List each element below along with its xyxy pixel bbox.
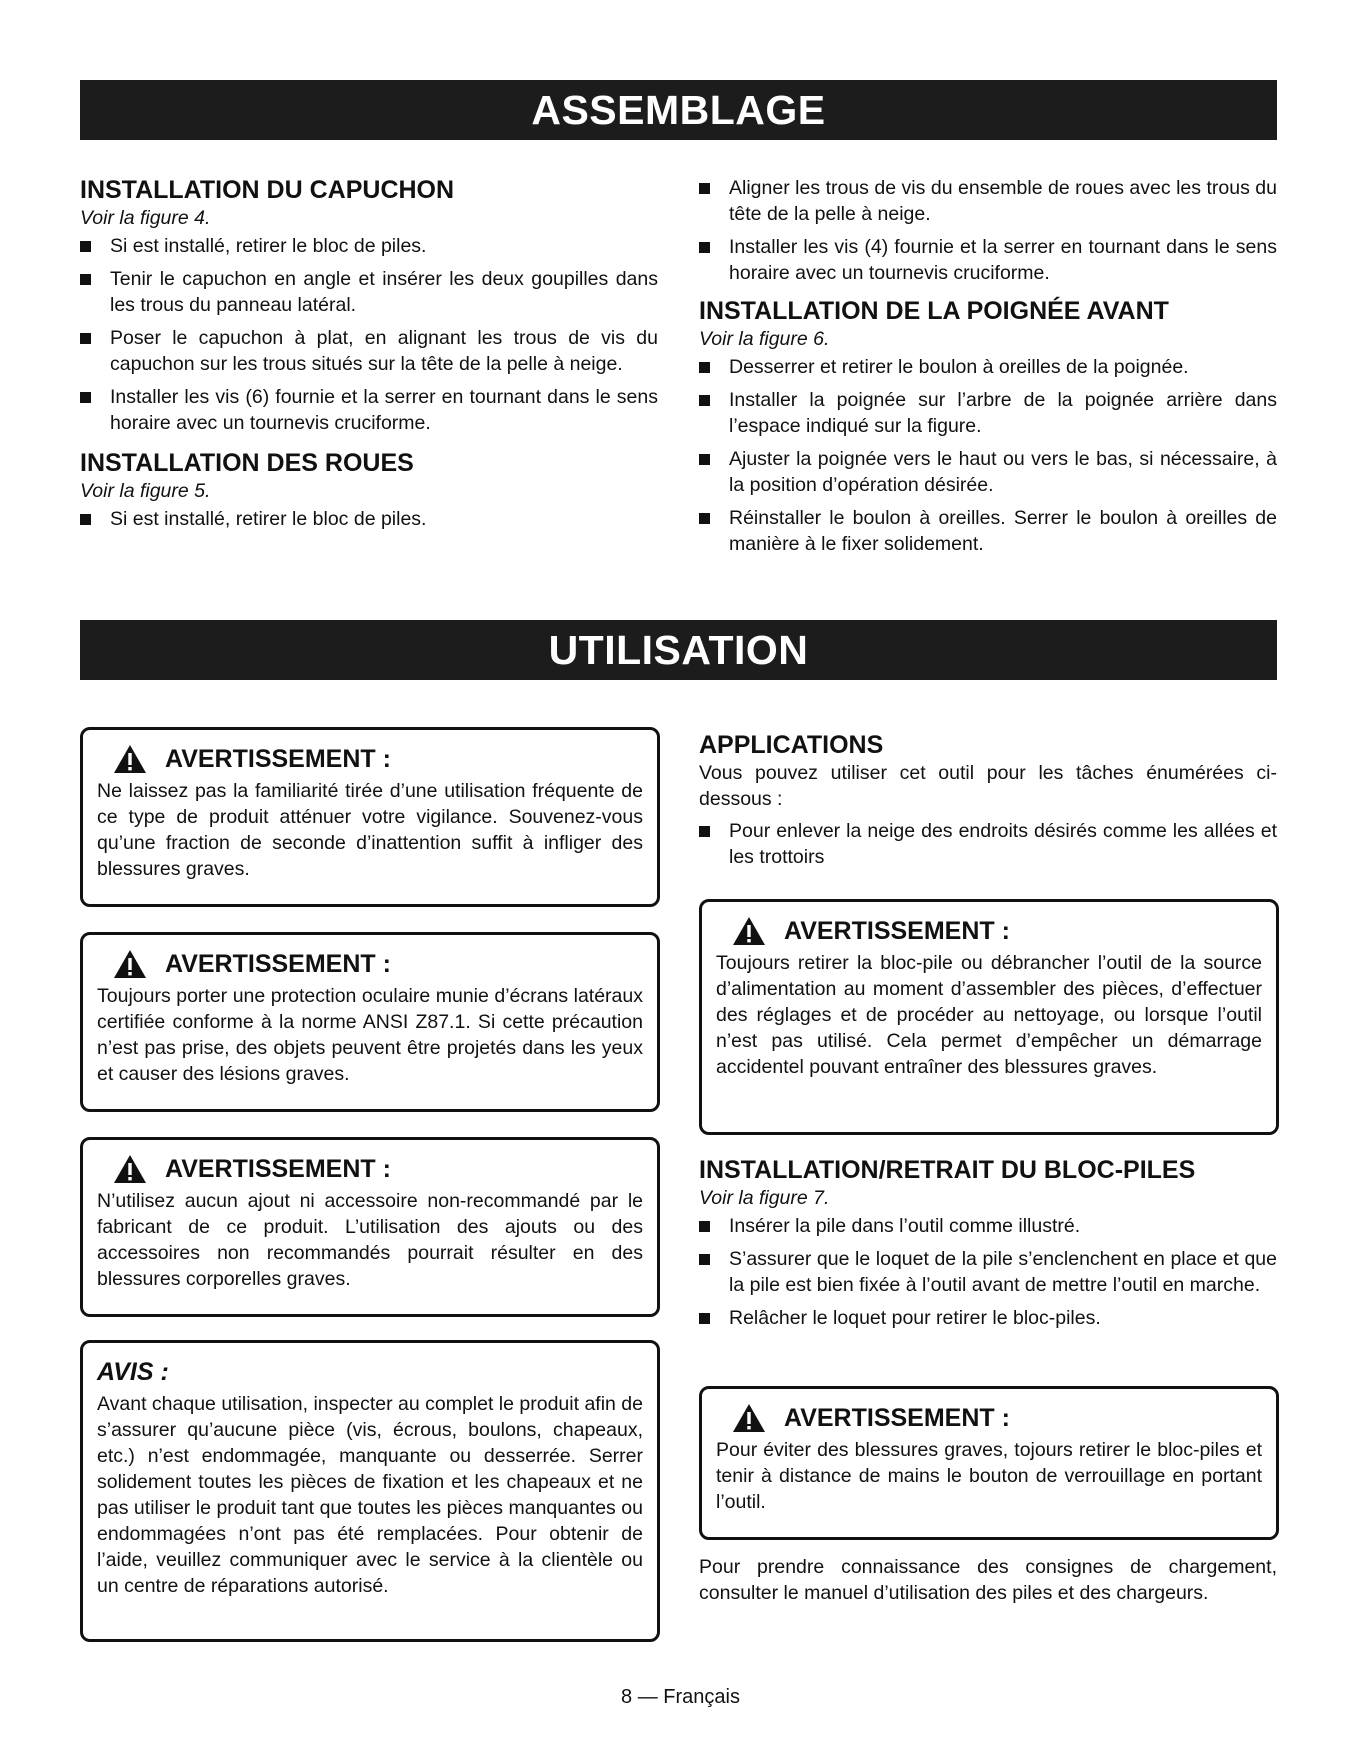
notice-text: Avant chaque utilisation, inspecter au complet le produit afin de s’assurer qu’aucune pièce (vis, écrous, boulons, chapeaux, etc.) n’est endommagée, manquante ou desserrée. Serrer solidement toutes les pièces de fixation et les chapeaux et ne pas utiliser le produit tant que toutes les pièces manquantes ou endommagées n’ont pas été remplacées. Pour obtenir de l’aide, veuillez communiquer avec le service à la clientèle ou un centre de réparations autorisé. bbox=[97, 1393, 643, 1597]
list-item: Tenir le capuchon en angle et insérer les deux goupilles dans les trous du panneau latéral. bbox=[80, 266, 658, 318]
square-bullet-icon bbox=[699, 242, 710, 253]
assemblage-right-column bbox=[699, 175, 1277, 564]
applications-intro: Vous pouvez utiliser cet outil pour les tâches énumérées ci-dessous : bbox=[699, 762, 1277, 810]
square-bullet-icon bbox=[80, 392, 91, 403]
roues-figure-ref: Voir la figure 5. bbox=[80, 480, 211, 502]
warning-triangle-icon bbox=[732, 916, 766, 946]
square-bullet-icon bbox=[80, 241, 91, 252]
poignee-figure-ref: Voir la figure 6. bbox=[699, 328, 830, 350]
capuchon-figure-ref: Voir la figure 4. bbox=[80, 207, 211, 229]
warning-text: Toujours porter une protection oculaire munie d’écrans latéraux certifiée conforme à la norme ANSI Z87.1. Si cette précaution n’est pas prise, des objets peuvent être projetés dans les yeux et causer des lésions graves. bbox=[97, 985, 643, 1085]
warning-title: AVERTISSEMENT : bbox=[113, 1154, 643, 1184]
bloc-piles-section bbox=[699, 1155, 1277, 1338]
bloc-piles-figure-ref: Voir la figure 7. bbox=[699, 1187, 830, 1209]
closing-text: Pour prendre connaissance des consignes de chargement, consulter le manuel d’utilisation des piles et des chargeurs. bbox=[699, 1556, 1277, 1604]
square-bullet-icon bbox=[699, 513, 710, 524]
warning-text: Pour éviter des blessures graves, tojours retirer le bloc-piles et tenir à distance de mains le bouton de verrouillage en portant l’outil. bbox=[716, 1439, 1262, 1513]
list-item: Pour enlever la neige des endroits désirés comme les allées et les trottoirs bbox=[699, 818, 1277, 870]
square-bullet-icon bbox=[699, 1254, 710, 1265]
square-bullet-icon bbox=[699, 1221, 710, 1232]
warning-text: Ne laissez pas la familiarité tirée d’une utilisation fréquente de ce type de produit atténuer votre vigilance. Souvenez-vous qu’une fraction de seconde d’inattention suffit à infliger des blessures graves. bbox=[97, 780, 643, 880]
list-item: Relâcher le loquet pour retirer le bloc-piles. bbox=[699, 1305, 1277, 1331]
list-item: Si est installé, retirer le bloc de piles. bbox=[80, 233, 658, 259]
warning-title: AVERTISSEMENT : bbox=[732, 916, 1262, 946]
warning-title: AVERTISSEMENT : bbox=[113, 744, 643, 774]
list-item: S’assurer que le loquet de la pile s’enclenchent en place et que la pile est bien fixée à l’outil avant de mettre l’outil en marche. bbox=[699, 1246, 1277, 1298]
list-item: Ajuster la poignée vers le haut ou vers le bas, si nécessaire, à la position d’opération désirée. bbox=[699, 446, 1277, 498]
list-item: Réinstaller le boulon à oreilles. Serrer le boulon à oreilles de manière à le fixer solidement. bbox=[699, 505, 1277, 557]
applications-section bbox=[699, 730, 1277, 877]
square-bullet-icon bbox=[699, 183, 710, 194]
bloc-piles-list bbox=[699, 1213, 1277, 1331]
list-item: Poser le capuchon à plat, en alignant les trous de vis du capuchon sur les trous situés sur la tête de la pelle à neige. bbox=[80, 325, 658, 377]
warning-box bbox=[80, 1137, 660, 1317]
square-bullet-icon bbox=[699, 1313, 710, 1324]
applications-title: APPLICATIONS bbox=[699, 731, 884, 759]
notice-box bbox=[80, 1340, 660, 1642]
warning-box bbox=[80, 727, 660, 907]
warning-text: Toujours retirer la bloc-pile ou débrancher l’outil de la source d’alimentation au moment d’assembler des pièces, d’effectuer des réglages et de procéder au nettoyage, ou lorsque l’outil n’est pas utilisé. Cela permet d’empêcher un démarrage accidentel pouvant entraîner des blessures graves. bbox=[716, 952, 1262, 1078]
warning-box bbox=[699, 1386, 1279, 1540]
poignee-title: INSTALLATION DE LA POIGNÉE AVANT bbox=[699, 297, 1169, 325]
square-bullet-icon bbox=[80, 333, 91, 344]
capuchon-list bbox=[80, 233, 658, 436]
square-bullet-icon bbox=[699, 395, 710, 406]
warning-triangle-icon bbox=[113, 744, 147, 774]
warning-title: AVERTISSEMENT : bbox=[113, 949, 643, 979]
utilisation-banner: UTILISATION bbox=[80, 620, 1277, 680]
warning-triangle-icon bbox=[732, 1403, 766, 1433]
square-bullet-icon bbox=[80, 514, 91, 525]
warning-box bbox=[80, 932, 660, 1112]
list-item: Installer les vis (4) fournie et la serrer en tournant dans le sens horaire avec un tournevis cruciforme. bbox=[699, 234, 1277, 286]
list-item: Aligner les trous de vis du ensemble de roues avec les trous du tête de la pelle à neige. bbox=[699, 175, 1277, 227]
assemblage-left-column bbox=[80, 175, 658, 539]
capuchon-title: INSTALLATION DU CAPUCHON bbox=[80, 176, 455, 204]
warning-box bbox=[699, 899, 1279, 1135]
applications-list bbox=[699, 818, 1277, 870]
warning-triangle-icon bbox=[113, 949, 147, 979]
roues-list-continued bbox=[699, 175, 1277, 286]
warning-text: N’utilisez aucun ajout ni accessoire non-recommandé par le fabricant de ce produit. L’utilisation des ajouts ou des accessoires non recommandés pourrait résulter en des blessures corporelles graves. bbox=[97, 1190, 643, 1290]
square-bullet-icon bbox=[699, 454, 710, 465]
list-item: Si est installé, retirer le bloc de piles. bbox=[80, 506, 658, 532]
square-bullet-icon bbox=[80, 274, 91, 285]
page-footer: 8 — Français bbox=[621, 1686, 740, 1708]
warning-triangle-icon bbox=[113, 1154, 147, 1184]
assemblage-banner: ASSEMBLAGE bbox=[80, 80, 1277, 140]
closing-section bbox=[699, 1554, 1277, 1606]
list-item: Insérer la pile dans l’outil comme illustré. bbox=[699, 1213, 1277, 1239]
roues-title: INSTALLATION DES ROUES bbox=[80, 449, 414, 477]
bloc-piles-title: INSTALLATION/RETRAIT DU BLOC-PILES bbox=[699, 1156, 1196, 1184]
list-item: Installer les vis (6) fournie et la serrer en tournant dans le sens horaire avec un tournevis cruciforme. bbox=[80, 384, 658, 436]
list-item: Desserrer et retirer le boulon à oreilles de la poignée. bbox=[699, 354, 1277, 380]
warning-title: AVERTISSEMENT : bbox=[732, 1403, 1262, 1433]
roues-list bbox=[80, 506, 658, 532]
poignee-list bbox=[699, 354, 1277, 557]
notice-title: AVIS : bbox=[97, 1358, 169, 1386]
list-item: Installer la poignée sur l’arbre de la poignée arrière dans l’espace indiqué sur la figure. bbox=[699, 387, 1277, 439]
square-bullet-icon bbox=[699, 362, 710, 373]
square-bullet-icon bbox=[699, 826, 710, 837]
